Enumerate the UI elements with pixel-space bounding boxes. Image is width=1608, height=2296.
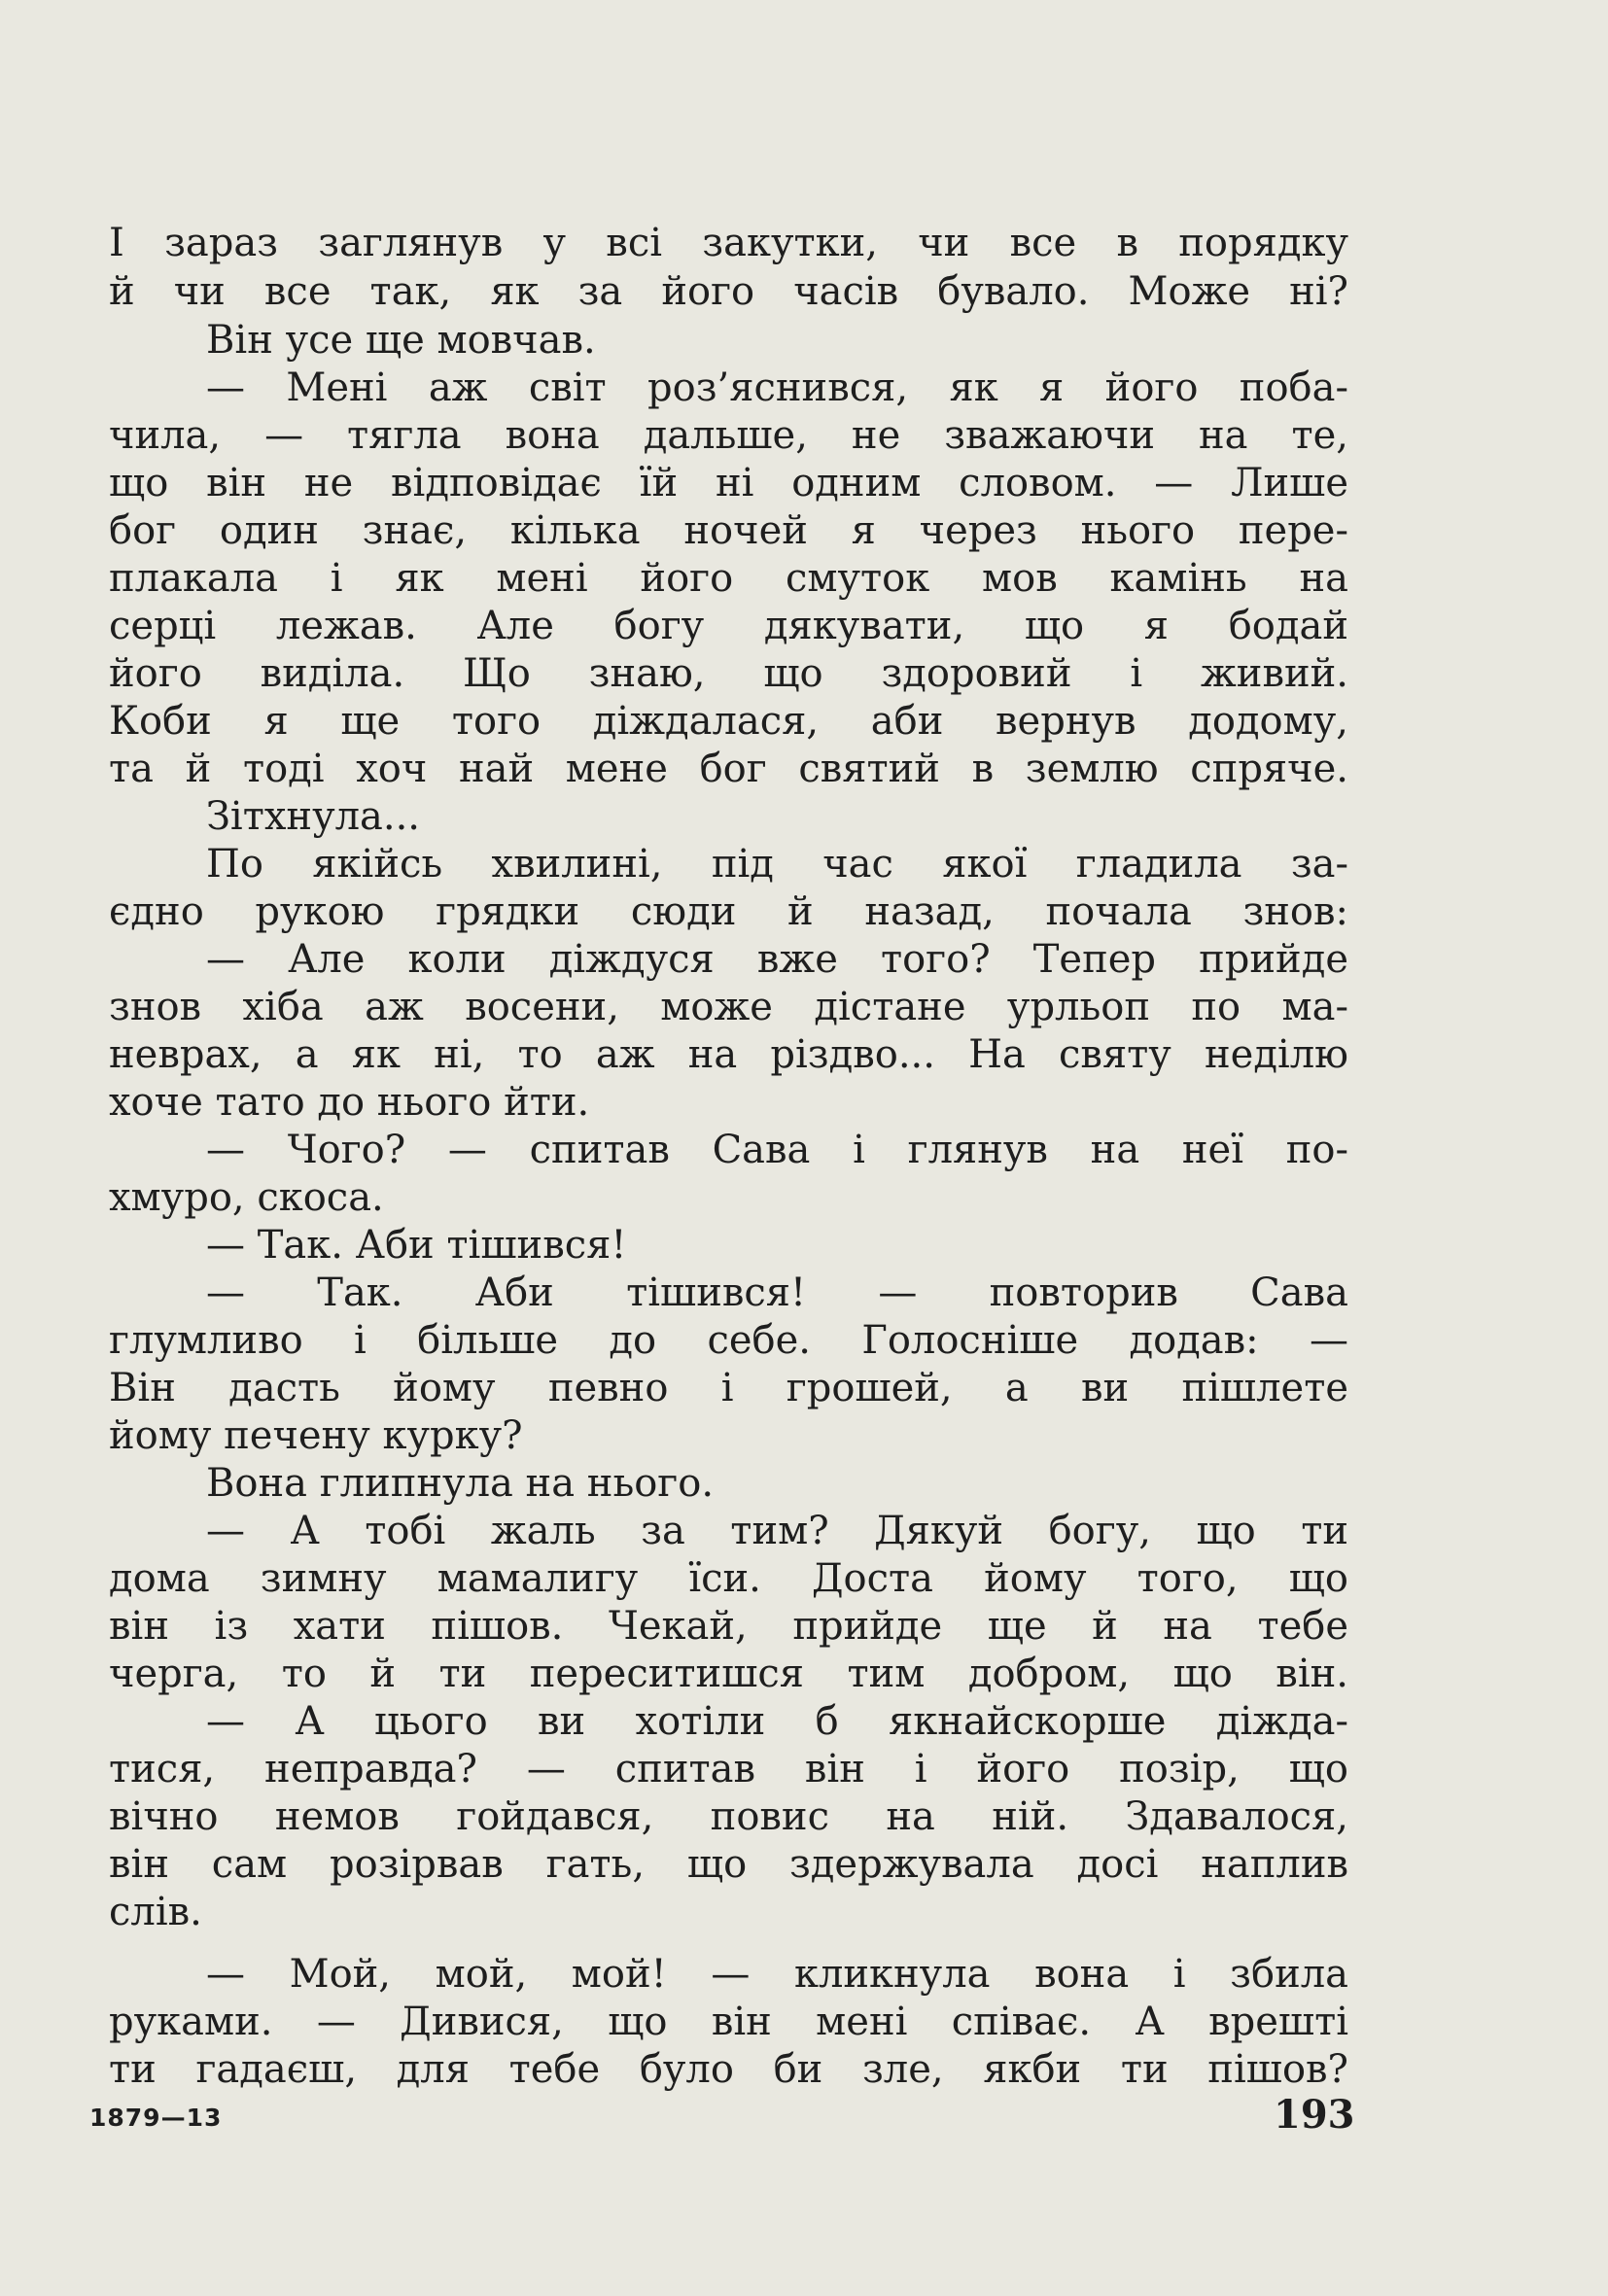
text-line: чила, — тягла вона дальше, не зважаючи на те,: [109, 413, 1348, 458]
page-number: 193: [1274, 2092, 1355, 2138]
text-line: — Але коли діждуся вже того? Тепер прийде: [206, 937, 1348, 982]
text-line: слів.: [109, 1890, 202, 1934]
text-line: знов хіба аж восени, може дістане урльоп по ма-: [109, 985, 1348, 1029]
text-line: Зітхнула...: [206, 794, 420, 839]
text-line: руками. — Дивися, що він мені співає. А врешті: [109, 2000, 1348, 2044]
text-line: черга, то й ти переситишся тим добром, що він.: [109, 1652, 1348, 1696]
text-line: плакала і як мені його смуток мов камінь на: [109, 556, 1348, 601]
text-line: — Так. Аби тішився!: [206, 1223, 627, 1268]
text-line: — Чого? — спитав Сава і глянув на неї по-: [206, 1128, 1348, 1172]
text-line: неврах, а як ні, то аж на різдво... На святу неділю: [109, 1032, 1348, 1077]
text-line: Вона глипнула на нього.: [206, 1461, 715, 1506]
text-line: — Мені аж світ роз’яснився, як я його поба-: [206, 365, 1348, 410]
text-line: ти гадаєш, для тебе було би зле, якби ти пішов?: [109, 2047, 1348, 2092]
text-line: єдно рукою грядки сюди й назад, почала знов:: [109, 889, 1348, 934]
text-line: що він не відповідає їй ні одним словом. — Лише: [109, 461, 1348, 505]
text-line: він сам розірвав гать, що здержувала досі наплив: [109, 1842, 1348, 1887]
text-line: І зараз заглянув у всі закутки, чи все в порядку: [109, 221, 1348, 265]
text-line: хоче тато до нього йти.: [109, 1080, 590, 1125]
text-line: вічно немов гойдався, повис на ній. Здавалося,: [109, 1794, 1348, 1839]
text-line: хмуро, скоса.: [109, 1175, 384, 1220]
text-line: Він усе ще мовчав.: [206, 318, 596, 363]
text-line: — Так. Аби тішився! — повторив Сава: [206, 1270, 1348, 1315]
text-line: По якійсь хвилині, під час якої гладила за-: [206, 842, 1348, 887]
text-line: — А тобі жаль за тим? Дякуй богу, що ти: [206, 1509, 1348, 1553]
text-line: серці лежав. Але богу дякувати, що я бодай: [109, 604, 1348, 648]
text-line: він із хати пішов. Чекай, прийде ще й на тебе: [109, 1604, 1348, 1649]
text-line: Коби я ще того діждалася, аби вернув додому,: [109, 699, 1348, 744]
printer-signature: 1879—13: [89, 2104, 223, 2132]
text-line: бог один знає, кілька ночей я через нього пере-: [109, 508, 1348, 553]
text-line: Він дасть йому певно і грошей, а ви пішлете: [109, 1366, 1348, 1410]
text-line: йому печену курку?: [109, 1413, 523, 1458]
text-line: — Мой, мой, мой! — кликнула вона і збила: [206, 1952, 1348, 1997]
text-line: дома зимну мамалигу їси. Доста йому того, що: [109, 1556, 1348, 1601]
text-line: глумливо і більше до себе. Голосніше додав: —: [109, 1318, 1348, 1363]
text-line: — А цього ви хотіли б якнайскорше діжда-: [206, 1699, 1348, 1744]
text-line: та й тоді хоч най мене бог святий в землю спряче.: [109, 747, 1348, 791]
text-line: тися, неправда? — спитав він і його позір, що: [109, 1747, 1348, 1792]
text-line: й чи все так, як за його часів бувало. Може ні?: [109, 269, 1348, 314]
text-line: його виділа. Що знаю, що здоровий і живий.: [109, 651, 1348, 696]
